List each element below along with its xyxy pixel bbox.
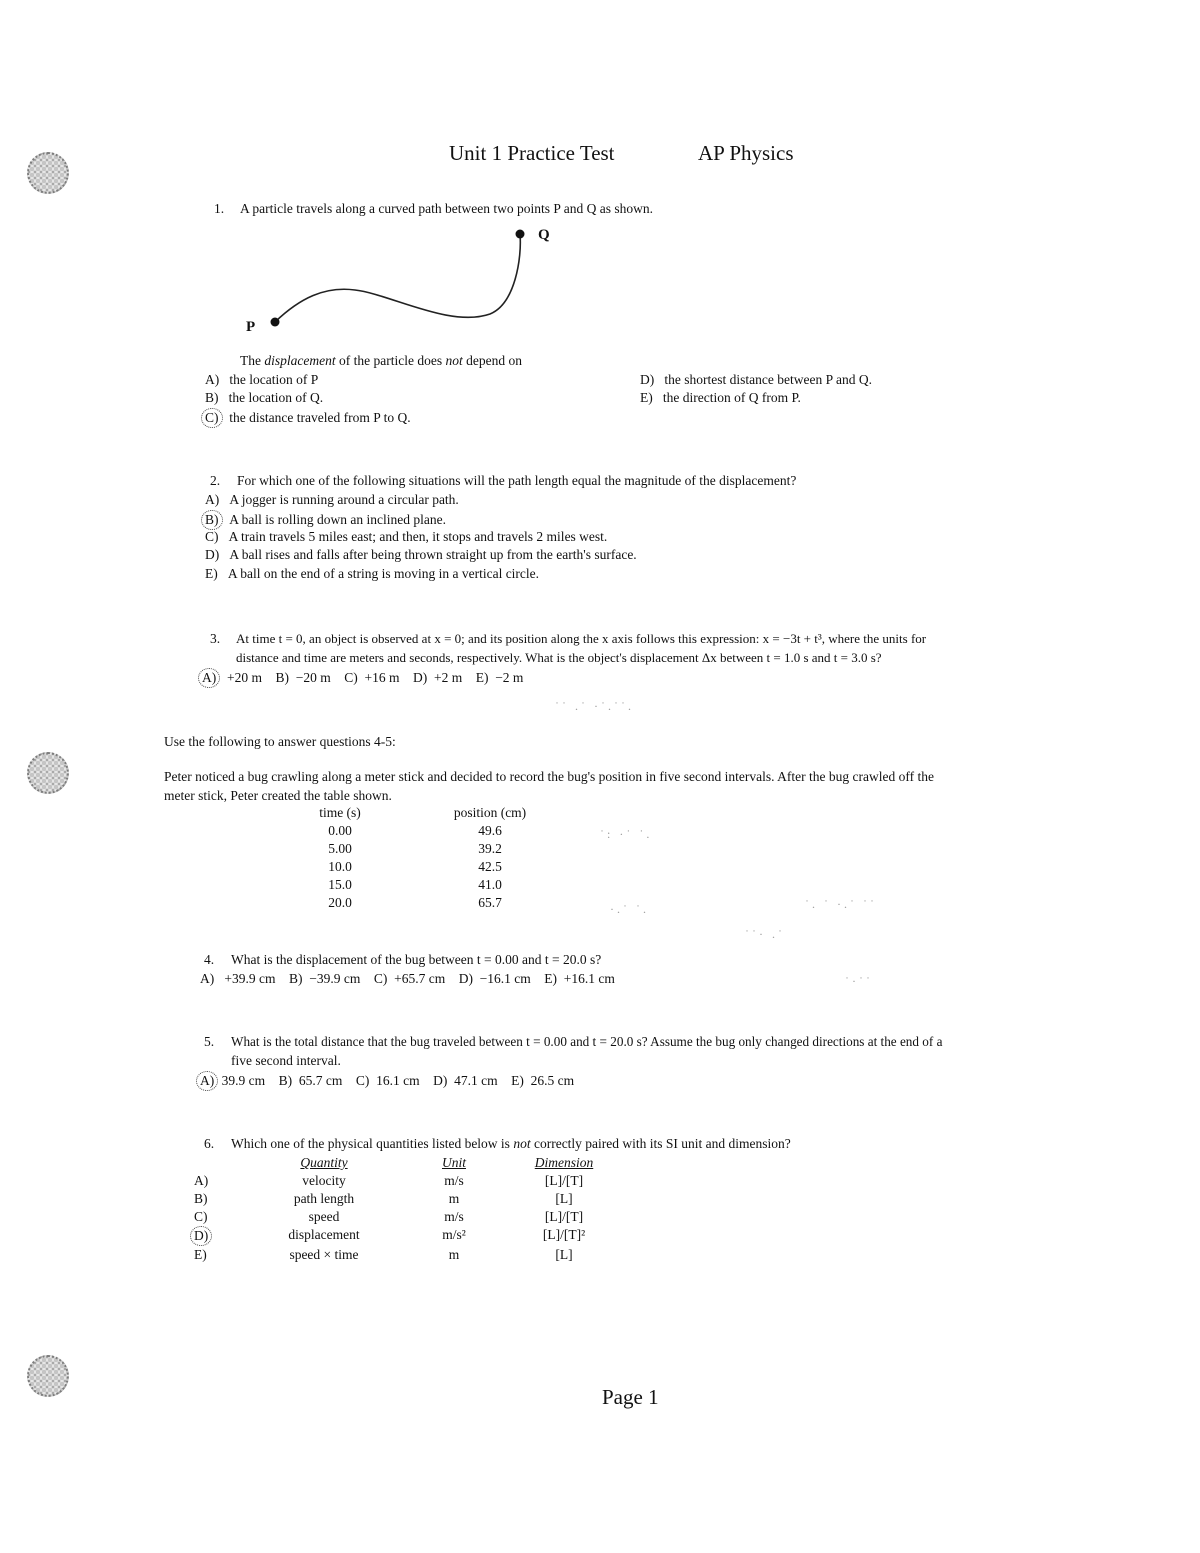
point-q	[516, 230, 525, 239]
row-quantity: displacement	[288, 1227, 360, 1242]
q1-choice-b: B) the location of Q.	[205, 390, 324, 405]
row-unit: m/s²	[442, 1227, 466, 1242]
row-dimension: [L]/[T]	[544, 1173, 584, 1188]
header-quantity: Quantity	[300, 1155, 348, 1170]
peter-line1: Peter noticed a bug crawling along a meter stick and decided to record the bug's position in five second intervals. After the bug crawled off the	[164, 769, 934, 784]
row-dimension: [L]/[T]	[544, 1209, 584, 1224]
q2-number: 2.	[210, 473, 221, 488]
table-row-position: 42.5	[478, 859, 502, 874]
row-letter: E)	[194, 1247, 207, 1262]
q2-choice-a: A) A jogger is running around a circular path.	[205, 492, 459, 507]
table-row-time: 15.0	[328, 877, 352, 892]
row-dimension: [L]/[T]²	[542, 1227, 586, 1242]
table-row-time: 10.0	[328, 859, 352, 874]
table-row-position: 49.6	[478, 823, 502, 838]
q1-prompt: The displacement of the particle does not depend on	[240, 353, 522, 368]
table-row-time: 20.0	[328, 895, 352, 910]
intro-45: Use the following to answer questions 4-5:	[164, 734, 396, 749]
q3-line1: At time t = 0, an object is observed at x = 0; and its position along the x axis follows this expression: x = −3t + t³, where the units for	[236, 631, 927, 646]
q3-line2: distance and time are meters and seconds, respectively. What is the object's displacement Δx between t = 1.0 s and t = 3.0 s?	[236, 650, 882, 665]
table-row-position: 41.0	[478, 877, 502, 892]
pencil-mark: ˙˙· .˙	[745, 927, 785, 941]
header-unit: Unit	[441, 1155, 466, 1170]
bug-position-table	[290, 804, 590, 912]
q1-choice-e: E) the direction of Q from P.	[640, 390, 801, 405]
q1-path-diagram	[230, 218, 570, 348]
row-quantity: path length	[293, 1191, 355, 1206]
q2-choice-b: B) A ball is rolling down an inclined plane.	[205, 510, 446, 530]
q3-number: 3.	[210, 631, 221, 646]
q6-number: 6.	[204, 1136, 215, 1151]
header-dimension: Dimension	[534, 1155, 594, 1170]
row-dimension: [L]	[555, 1247, 573, 1262]
point-p	[271, 318, 280, 327]
q1-stem: A particle travels along a curved path between two points P and Q as shown.	[240, 201, 654, 216]
q1-choice-d: D) the shortest distance between P and Q.	[640, 372, 872, 387]
col-header-position: position (cm)	[453, 805, 527, 820]
pencil-mark: ˙: ·˙ ˙.	[600, 827, 653, 841]
page-number: Page 1	[602, 1385, 659, 1409]
q6-table	[194, 1154, 634, 1264]
row-quantity: speed	[308, 1209, 340, 1224]
q1-label-p: P	[246, 319, 256, 335]
pencil-mark: ˙. ˙ ·.˙ ˙˙	[805, 897, 877, 911]
q4-stem: What is the displacement of the bug between t = 0.00 and t = 20.0 s?	[231, 952, 602, 967]
row-unit: m/s	[444, 1209, 464, 1224]
q6-stem: Which one of the physical quantities listed below is not correctly paired with its SI unit and dimension?	[231, 1136, 791, 1151]
col-header-time: time (s)	[319, 805, 361, 820]
row-letter: B)	[194, 1191, 208, 1206]
q5-line2: five second interval.	[231, 1053, 341, 1068]
row-dimension: [L]	[555, 1191, 573, 1206]
q4-number: 4.	[204, 952, 215, 967]
q1-choice-c: C) the distance traveled from P to Q.	[205, 408, 411, 428]
pencil-mark: ·.˙ ˙.	[610, 902, 649, 916]
q2-stem: For which one of the following situations will the path length equal the magnitude of the displacement?	[237, 473, 797, 488]
row-quantity: speed × time	[289, 1247, 359, 1262]
table-row-time: 5.00	[328, 841, 352, 856]
q4-answers: A) +39.9 cm B) −39.9 cm C) +65.7 cm D) −16.1 cm E) +16.1 cm	[200, 971, 615, 986]
page-title: Unit 1 Practice Test	[449, 141, 615, 165]
q5-number: 5.	[204, 1034, 215, 1049]
binder-hole-bottom	[27, 1355, 69, 1397]
row-letter: A)	[194, 1173, 209, 1188]
q3-answers: A) +20 m B) −20 m C) +16 m D) +2 m E) −2 m	[202, 668, 523, 688]
curved-path	[275, 234, 520, 322]
table-row-position: 39.2	[478, 841, 502, 856]
pencil-mark: ˙˙ .˙ ·˙.˙˙.	[555, 699, 634, 713]
q5-line1: What is the total distance that the bug traveled between t = 0.00 and t = 20.0 s? Assume the bug only changed directions at the end of a	[231, 1034, 943, 1049]
q2-choice-d: D) A ball rises and falls after being thrown straight up from the earth's surface.	[205, 547, 637, 562]
row-unit: m	[448, 1191, 460, 1206]
q5-answers: A) 39.9 cm B) 65.7 cm C) 16.1 cm D) 47.1 cm E) 26.5 cm	[200, 1071, 574, 1091]
table-row-time: 0.00	[328, 823, 352, 838]
row-unit: m/s	[444, 1173, 464, 1188]
q1-label-q: Q	[538, 227, 550, 243]
table-row-position: 65.7	[478, 895, 502, 910]
binder-hole-middle	[27, 752, 69, 794]
q1-number: 1.	[214, 201, 225, 216]
q2-choice-c: C) A train travels 5 miles east; and then, it stops and travels 2 miles west.	[205, 529, 608, 544]
row-letter: C)	[194, 1209, 208, 1224]
row-quantity: velocity	[302, 1173, 346, 1188]
row-unit: m	[448, 1247, 460, 1262]
q2-choice-e: E) A ball on the end of a string is moving in a vertical circle.	[205, 566, 540, 581]
row-letter: D)	[194, 1226, 234, 1246]
binder-hole-top	[27, 152, 69, 194]
subject-title: AP Physics	[698, 141, 794, 165]
q1-choice-a: A) the location of P	[205, 372, 319, 387]
peter-line2: meter stick, Peter created the table shown.	[164, 788, 392, 803]
pencil-mark: ˙·˙˙	[845, 974, 873, 988]
